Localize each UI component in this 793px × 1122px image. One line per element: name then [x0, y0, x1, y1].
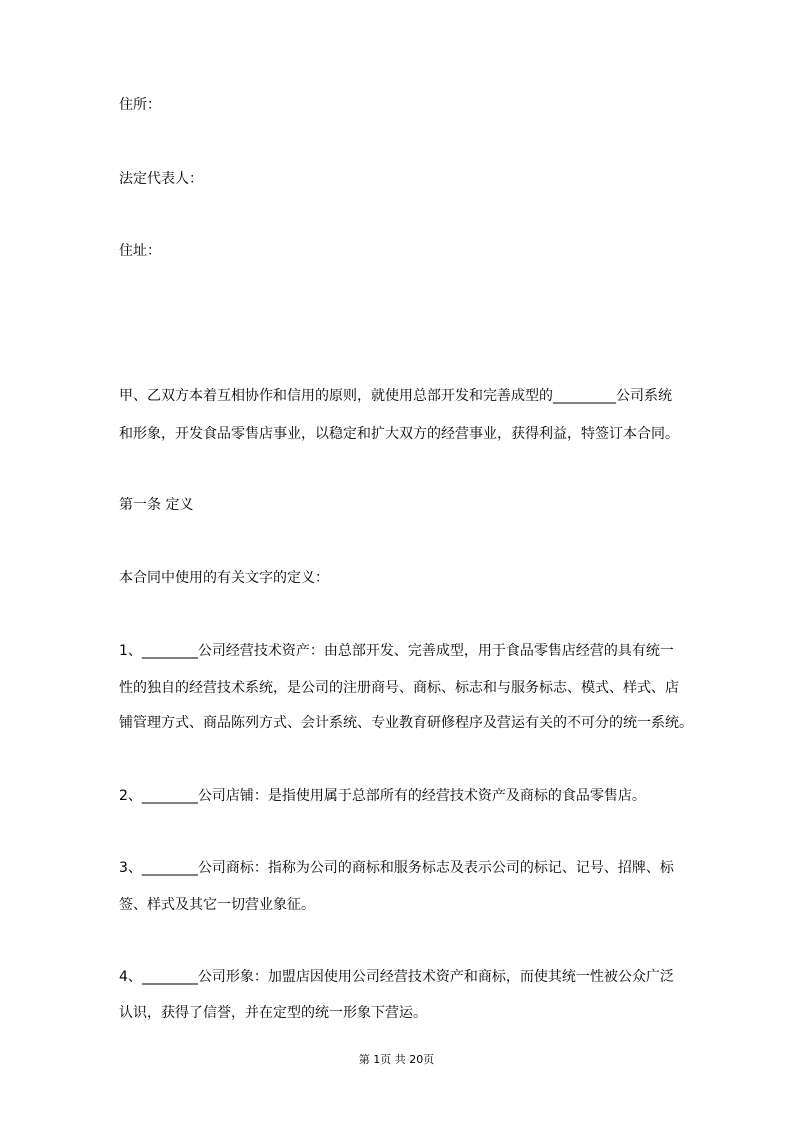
definition-item-3-line: 签、样式及其它一切营业象征。: [119, 897, 315, 913]
definition-item-1-line: 铺管理方式、商品陈列方式、会计系统、专业教育研修程序及营运有关的不可分的统一系统。: [119, 715, 693, 731]
address-field-label: 住址：: [119, 243, 161, 259]
residence-field-label: 住所：: [119, 97, 161, 113]
definition-item-2-line: 2、________公司店铺：是指使用属于总部所有的经营技术资产及商标的食品零售店。: [119, 788, 646, 804]
page-number-footer: 第 1页 共 20页: [358, 1053, 435, 1066]
definition-item-4-line: 4、________公司形象：加盟店因使用公司经营技术资产和商标，而使其统一性被公众广泛: [119, 969, 674, 985]
article-1-heading: 第一条 定义: [119, 497, 194, 513]
preamble-line: 和形象，开发食品零售店事业，以稳定和扩大双方的经营事业，获得利益，特签订本合同。: [119, 426, 679, 442]
definition-item-3-line: 3、________公司商标：指称为公司的商标和服务标志及表示公司的标记、记号、招牌、标: [119, 860, 674, 876]
definition-item-4-line: 认识，获得了信誉，并在定型的统一形象下营运。: [119, 1005, 427, 1021]
definition-item-1-line: 1、________公司经营技术资产：由总部开发、完善成型，用于食品零售店经营的具有统一: [119, 643, 674, 659]
legal-representative-field-label: 法定代表人：: [119, 171, 203, 187]
preamble-line: 甲、乙双方本着互相协作和信用的原则，就使用总部开发和完善成型的_________公司系统: [119, 388, 672, 404]
definition-item-1-line: 性的独自的经营技术系统，是公司的注册商号、商标、标志和与服务标志、模式、样式、店: [119, 680, 679, 696]
article-1-intro: 本合同中使用的有关文字的定义：: [119, 570, 329, 586]
